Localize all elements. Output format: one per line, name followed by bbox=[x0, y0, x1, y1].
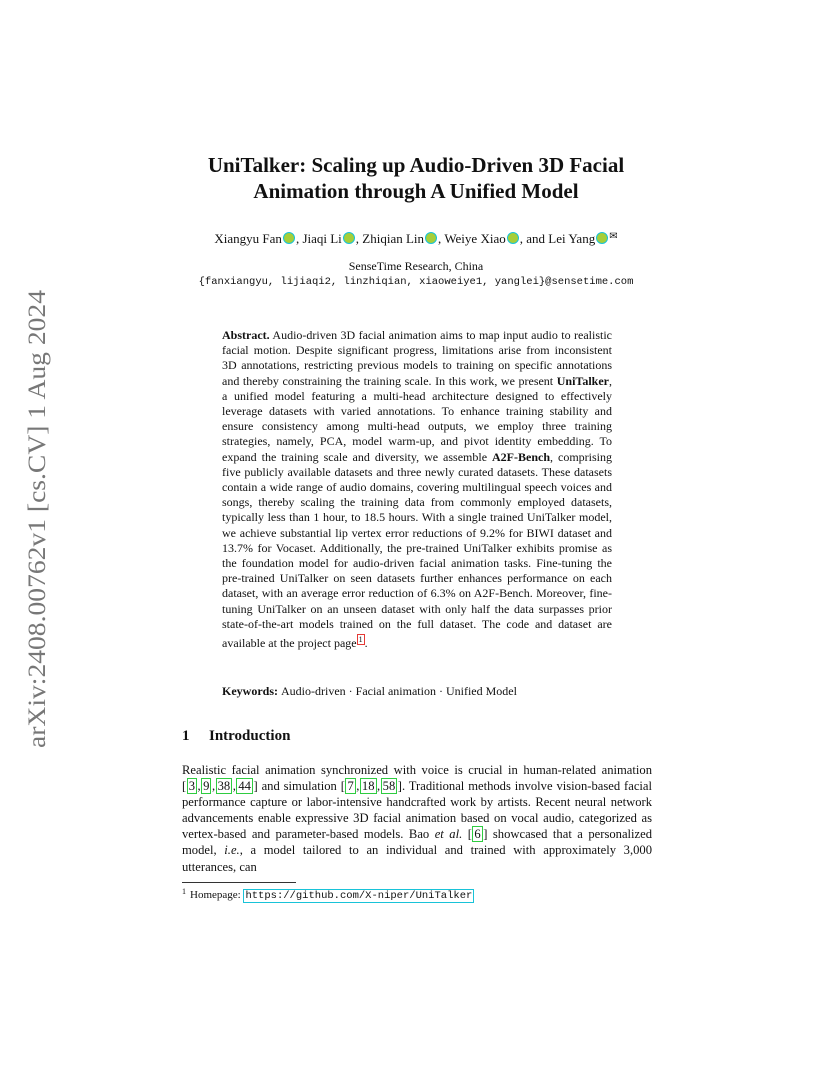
homepage-url-link[interactable]: https://github.com/X-niper/UniTalker bbox=[245, 890, 473, 902]
author-name: Weiye Xiao bbox=[444, 231, 506, 246]
title-line-2: Animation through A Unified Model bbox=[253, 179, 579, 203]
intro-text: , a model tailored to an individual and trained with approximately 3,000 utterances, can bbox=[182, 843, 652, 874]
footnote-label: Homepage: bbox=[190, 889, 244, 901]
abstract-text-3: , comprising five publicly available datasets and three newly curated datasets. These datasets contain a wide range of audio domains, covering multilingual speech voices and songs, thereby scaling the training data from commonly employed datasets, typically less than 1 hour, to 18.5 hours. With a single trained UniTalker model, we achieve substantial lip vertex error reductions of 9.2% for BIWI dataset and 13.7% for Vocaset. Additionally, the pre-trained UniTalker exhibits promise as the foundation model for audio-driven facial animation tasks. Fine-tuning the pre-trained UniTalker on seen datasets further enhances performance on each dataset, with an average error reduction of 6.3% on A2F-Bench. Moreover, fine-tuning UniTalker on an unseen dataset with only half the data surpasses prior state-of-the-art models trained on the full dataset. The code and dataset are available at the project page bbox=[222, 449, 612, 651]
author-separator: , and bbox=[519, 231, 549, 246]
author-separator: , bbox=[355, 231, 363, 246]
citation-link[interactable]: 18 bbox=[361, 779, 375, 794]
citation-link[interactable]: 3 bbox=[188, 779, 195, 794]
envelope-icon: ✉ bbox=[609, 231, 618, 242]
intro-italic-ie: i.e. bbox=[224, 843, 240, 858]
orcid-icon[interactable] bbox=[283, 232, 295, 244]
section-number: 1 bbox=[182, 728, 190, 744]
orcid-icon[interactable] bbox=[425, 232, 437, 244]
orcid-icon[interactable] bbox=[596, 232, 608, 244]
citation-link[interactable]: 58 bbox=[382, 779, 396, 794]
citation-link[interactable]: 38 bbox=[217, 779, 231, 794]
author-list bbox=[120, 229, 712, 247]
footnote-mark: 1 bbox=[182, 887, 186, 896]
title-line-1: UniTalker: Scaling up Audio-Driven 3D Facial bbox=[207, 153, 625, 177]
author-separator: , bbox=[438, 231, 445, 246]
abstract-end: . bbox=[364, 636, 368, 651]
author-separator: , bbox=[295, 231, 303, 246]
abstract-label: Abstract. bbox=[222, 328, 270, 342]
abstract-text-1: Audio-driven 3D facial animation aims to map input audio to realistic facial motion. Despite significant progress, limitations arise from inconsistent 3D annotations, restricting previous models to training on specific annotations and thereby constraining the training scale. In this work, we present bbox=[222, 328, 612, 388]
arxiv-stamp-text: arXiv:2408.00762v1 [cs.CV] 1 Aug 2024 bbox=[22, 324, 51, 748]
intro-text: and simulation bbox=[257, 779, 341, 794]
footnote-ref-link[interactable]: 1 bbox=[358, 635, 363, 645]
intro-italic-etal: et al. bbox=[434, 827, 463, 842]
footnote-divider bbox=[182, 882, 296, 883]
section-heading bbox=[182, 728, 290, 745]
keywords-label: Keywords: bbox=[222, 684, 278, 698]
intro-text: . Traditional methods involve vision-based facial performance capture or labor-intensive handcrafted work by artists. Recent neural network advancements enable expressive 3D facial animation based on vocal audio, categorized as vertex-based and parameter-based models. Bao bbox=[182, 779, 652, 842]
keywords bbox=[222, 684, 612, 699]
keywords-items: Audio-driven · Facial animation · Unified Model bbox=[281, 684, 517, 698]
citation-link[interactable]: 7 bbox=[347, 779, 354, 794]
citation-link[interactable]: 44 bbox=[238, 779, 251, 794]
section-title: Introduction bbox=[209, 728, 291, 744]
author-name: Xiangyu Fan bbox=[214, 231, 282, 246]
author-name: Lei Yang bbox=[548, 231, 596, 246]
citation-link[interactable]: 9 bbox=[203, 779, 210, 794]
intro-text: showcased that a personalized model, bbox=[182, 827, 653, 858]
abstract bbox=[222, 328, 612, 651]
intro-text: Realistic facial animation synchronized with voice is crucial in human-related animation bbox=[182, 763, 652, 777]
intro-paragraph: Realistic facial animation synchronized with voice is crucial in human-related animation [ 3 , 9 , 38 , 44 ] and simulation [ 7 , 18 , 58 ]. Traditional methods involve vision-based facial performance capture or labor-intensive handcrafted work by artists. Recent neural network advancements enable expressive 3D facial animation based on vocal audio, categorized as vertex-based and parameter-based models. Bao et al. [ 6 ] showcased that a personalized model, i.e., a model tailored to an individual and trained with approximately 3,000 utterances, can bbox=[182, 763, 653, 874]
abstract-bold-unitalker: UniTalker bbox=[556, 373, 609, 388]
citation-link[interactable]: 6 bbox=[474, 827, 481, 842]
orcid-icon[interactable] bbox=[343, 232, 355, 244]
orcid-icon[interactable] bbox=[507, 232, 519, 244]
footnote bbox=[182, 885, 474, 903]
abstract-bold-a2f-bench: A2F-Bench bbox=[492, 449, 551, 464]
author-name: Jiaqi Li bbox=[302, 231, 342, 246]
affiliation: SenseTime Research, China bbox=[348, 259, 484, 273]
paper-title bbox=[150, 152, 682, 204]
author-emails: {fanxiangyu, lijiaqi2, linzhiqian, xiaoweiye1, yanglei}@sensetime.com bbox=[198, 276, 634, 288]
abstract-text-2: , a unified model featuring a multi-head architecture designed to effectively leverage datasets with varied annotations. To enhance training stability and ensure consistency among multi-head outputs, we employ three training strategies, namely, PCA, model warm-up, and pivot identity embedding. To expand the training scale and diversity, we assemble bbox=[222, 373, 612, 464]
author-name: Zhiqian Lin bbox=[362, 231, 425, 246]
